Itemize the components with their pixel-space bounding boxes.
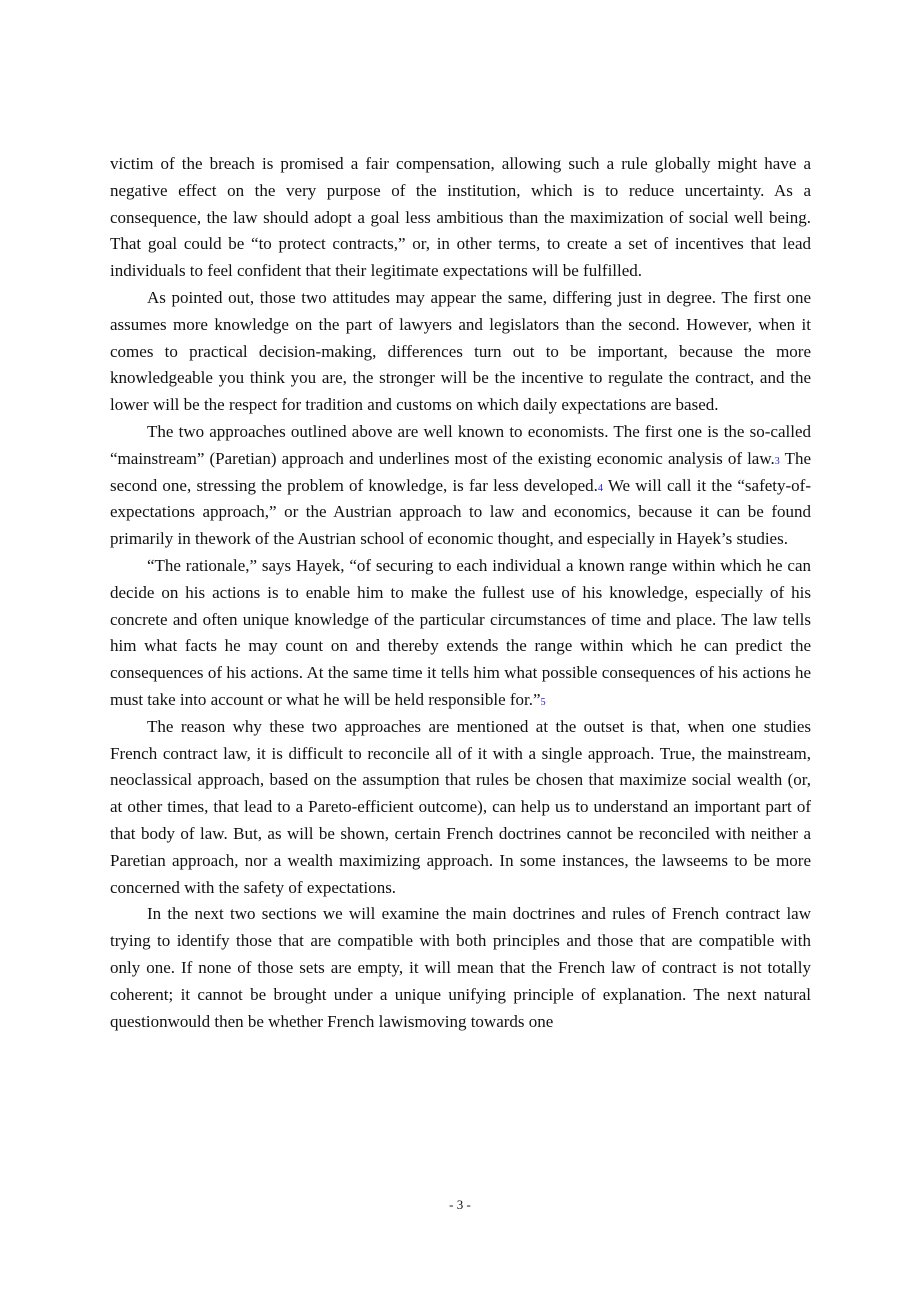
paragraph-5 <box>110 714 811 902</box>
footnote-ref-4[interactable]: 4 <box>597 482 603 494</box>
paragraph-text: The two approaches outlined above are well known to economists. The first one is the so-called “mainstream” (Paretian) approach and underlines most of the existing economic analysis of law. <box>110 421 811 468</box>
paragraph-text: “The rationale,” says Hayek, “of securing to each individual a known range within which he can decide on his actions is to enable him to make the fullest use of his knowledge, especially of his concrete and often unique knowledge of the particular circumstances of time and place. The law tells him what facts he may count on and thereby extends the range within which he can predict the consequences of his actions. At the same time it tells him what possible consequences of his actions he must take into account or what he will be held responsible for.” <box>110 555 811 709</box>
paragraph-2 <box>110 285 811 419</box>
paragraph-text: The reason why these two approaches are mentioned at the outset is that, when one studies French contract law, it is difficult to reconcile all of it with a single approach. True, the mainstream, neoclassical approach, based on the assumption that rules be chosen that maximize social wealth (or, at other times, that lead to a Pareto-efficient outcome), can help us to understand an important part of that body of law. But, as will be shown, certain French doctrines cannot be reconciled with neither a Paretian approach, nor a wealth maximizing approach. In some instances, the lawseems to be more concerned with the safety of expectations. <box>110 716 811 897</box>
paragraph-text: In the next two sections we will examine the main doctrines and rules of French contract law trying to identify those that are compatible with both principles and those that are compatible with only one. If none of those sets are empty, it will mean that the French law of contract is not totally coherent; it cannot be brought under a unique unifying principle of explanation. The next natural questionwould then be whether French lawismoving towards one <box>110 904 811 1031</box>
paragraph-text: We will call it the “safety-of-expectations approach,” or the Austrian approach to law and economics, because it can be found primarily in thework of the Austrian school of economic thought, and especially in Hayek’s studies. <box>110 475 811 549</box>
paragraph-text: victim of the breach is promised a fair compensation, allowing such a rule globally might have a negative effect on the very purpose of the institution, which is to reduce uncertainty. As a consequence, the law should adopt a goal less ambitious than the maximization of social well being. That goal could be “to protect contracts,” or, in other terms, to create a set of incentives that lead individuals to feel confident that their legitimate expectations will be fulfilled. <box>110 154 811 281</box>
paragraph-1 <box>110 151 811 285</box>
document-body <box>110 151 811 1035</box>
paragraph-4-hayek-quote <box>110 553 811 714</box>
footnote-ref-3[interactable]: 3 <box>774 455 780 467</box>
paragraph-text: As pointed out, those two attitudes may appear the same, differing just in degree. The first one assumes more knowledge on the part of lawyers and legislators than the second. However, when it comes to practical decision-making, differences turn out to be important, because the more knowledgeable you think you are, the stronger will be the incentive to regulate the contract, and the lower will be the respect for tradition and customs on which daily expectations are based. <box>110 287 811 415</box>
page-number: - 3 - <box>449 1197 471 1212</box>
footnote-ref-5[interactable]: 5 <box>540 696 546 708</box>
paragraph-3 <box>110 419 811 553</box>
paragraph-text: The second one, stressing the problem of knowledge, is far less developed. <box>110 448 812 495</box>
paragraph-6 <box>110 901 811 1035</box>
